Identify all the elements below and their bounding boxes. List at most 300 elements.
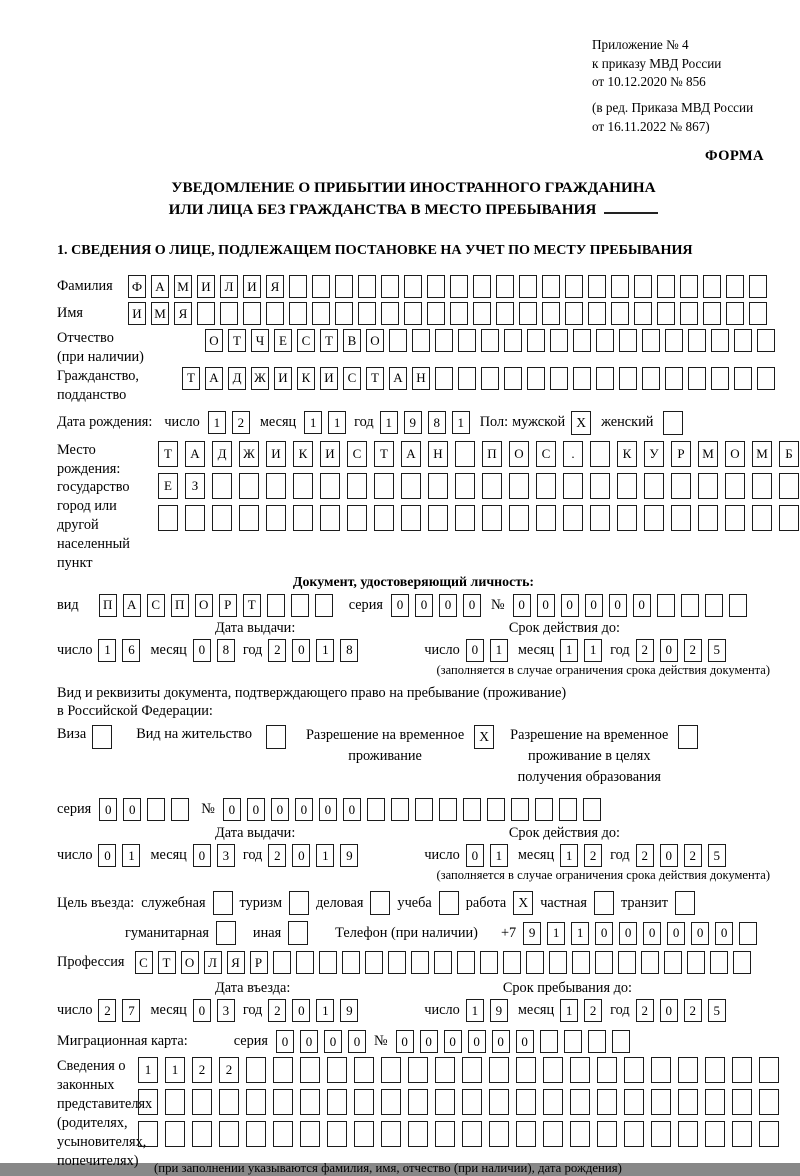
form-cell[interactable] <box>312 302 330 325</box>
form-cell[interactable] <box>273 1121 293 1147</box>
form-cell[interactable] <box>481 329 499 352</box>
form-cell[interactable] <box>657 594 675 617</box>
form-cell[interactable]: 1 <box>560 844 578 867</box>
form-cell[interactable] <box>680 302 698 325</box>
form-cell[interactable]: 0 <box>715 922 733 945</box>
form-cell[interactable] <box>457 951 475 974</box>
form-cell[interactable]: 3 <box>217 844 235 867</box>
form-cell[interactable]: Р <box>219 594 237 617</box>
form-cell[interactable] <box>678 1089 698 1115</box>
form-cell[interactable]: 2 <box>232 411 250 434</box>
form-cell[interactable]: 2 <box>584 999 602 1022</box>
form-cell[interactable]: С <box>297 329 315 352</box>
form-cell[interactable]: 1 <box>328 411 346 434</box>
form-cell[interactable]: 0 <box>439 594 457 617</box>
form-cell[interactable] <box>219 1089 239 1115</box>
form-cell[interactable] <box>496 302 514 325</box>
form-cell[interactable] <box>220 302 238 325</box>
form-cell[interactable]: 0 <box>292 844 310 867</box>
form-cell[interactable] <box>347 505 367 531</box>
form-cell[interactable]: 3 <box>217 999 235 1022</box>
form-cell[interactable] <box>289 302 307 325</box>
form-cell[interactable]: Ф <box>128 275 146 298</box>
form-cell[interactable] <box>266 505 286 531</box>
form-cell[interactable] <box>165 1089 185 1115</box>
form-cell[interactable]: 1 <box>98 639 116 662</box>
form-cell[interactable]: 2 <box>219 1057 239 1083</box>
form-cell[interactable] <box>273 1057 293 1083</box>
form-cell[interactable] <box>504 329 522 352</box>
form-cell[interactable]: 1 <box>165 1057 185 1083</box>
form-cell[interactable]: 9 <box>490 999 508 1022</box>
form-cell[interactable]: 0 <box>247 798 265 821</box>
form-cell[interactable] <box>293 505 313 531</box>
form-cell[interactable]: А <box>185 441 205 467</box>
form-cell[interactable] <box>570 1089 590 1115</box>
form-cell[interactable]: 1 <box>316 844 334 867</box>
form-cell[interactable]: 1 <box>304 411 322 434</box>
form-cell[interactable] <box>732 1089 752 1115</box>
form-cell[interactable] <box>480 951 498 974</box>
form-cell[interactable] <box>734 367 752 390</box>
form-cell[interactable] <box>327 1121 347 1147</box>
form-cell[interactable] <box>239 473 259 499</box>
form-cell[interactable] <box>624 1089 644 1115</box>
form-cell[interactable] <box>657 275 675 298</box>
form-cell[interactable] <box>434 951 452 974</box>
form-cell[interactable]: П <box>171 594 189 617</box>
form-cell[interactable]: О <box>181 951 199 974</box>
form-cell[interactable] <box>319 951 337 974</box>
form-cell[interactable] <box>596 367 614 390</box>
form-cell[interactable] <box>732 1121 752 1147</box>
form-cell[interactable] <box>536 505 556 531</box>
form-cell[interactable]: 0 <box>99 798 117 821</box>
form-cell[interactable] <box>705 594 723 617</box>
form-cell[interactable]: 1 <box>208 411 226 434</box>
form-cell[interactable] <box>273 1089 293 1115</box>
form-cell[interactable]: С <box>347 441 367 467</box>
form-cell[interactable] <box>291 594 309 617</box>
form-cell[interactable] <box>482 505 502 531</box>
form-cell[interactable] <box>565 275 583 298</box>
form-cell[interactable] <box>320 505 340 531</box>
form-cell[interactable] <box>590 473 610 499</box>
form-cell[interactable] <box>671 505 691 531</box>
form-cell[interactable] <box>759 1057 779 1083</box>
form-cell[interactable] <box>289 275 307 298</box>
form-cell[interactable] <box>590 505 610 531</box>
visa-checkbox[interactable] <box>92 725 112 749</box>
form-cell[interactable]: 2 <box>636 999 654 1022</box>
form-cell[interactable] <box>705 1121 725 1147</box>
form-cell[interactable] <box>473 275 491 298</box>
form-cell[interactable]: Е <box>158 473 178 499</box>
form-cell[interactable]: Т <box>228 329 246 352</box>
form-cell[interactable]: 0 <box>691 922 709 945</box>
form-cell[interactable] <box>644 505 664 531</box>
form-cell[interactable] <box>374 505 394 531</box>
form-cell[interactable]: 1 <box>316 999 334 1022</box>
form-cell[interactable]: Я <box>227 951 245 974</box>
form-cell[interactable]: 0 <box>292 639 310 662</box>
form-cell[interactable]: И <box>243 275 261 298</box>
form-cell[interactable]: И <box>274 367 292 390</box>
form-cell[interactable] <box>572 951 590 974</box>
form-cell[interactable] <box>462 1089 482 1115</box>
form-cell[interactable] <box>516 1121 536 1147</box>
form-cell[interactable] <box>729 594 747 617</box>
form-cell[interactable] <box>703 302 721 325</box>
form-cell[interactable] <box>651 1121 671 1147</box>
purpose-business-checkbox[interactable] <box>370 891 390 915</box>
form-cell[interactable]: Ж <box>239 441 259 467</box>
form-cell[interactable] <box>273 951 291 974</box>
form-cell[interactable] <box>678 1057 698 1083</box>
form-cell[interactable]: А <box>151 275 169 298</box>
form-cell[interactable]: 1 <box>490 639 508 662</box>
form-cell[interactable]: 1 <box>584 639 602 662</box>
form-cell[interactable]: 7 <box>122 999 140 1022</box>
form-cell[interactable]: 0 <box>516 1030 534 1053</box>
form-cell[interactable] <box>165 1121 185 1147</box>
form-cell[interactable] <box>611 275 629 298</box>
form-cell[interactable] <box>504 367 522 390</box>
form-cell[interactable] <box>408 1089 428 1115</box>
form-cell[interactable]: О <box>205 329 223 352</box>
form-cell[interactable]: М <box>174 275 192 298</box>
form-cell[interactable] <box>335 275 353 298</box>
form-cell[interactable] <box>138 1089 158 1115</box>
form-cell[interactable]: Ж <box>251 367 269 390</box>
form-cell[interactable] <box>496 275 514 298</box>
form-cell[interactable] <box>725 473 745 499</box>
form-cell[interactable] <box>705 1089 725 1115</box>
form-cell[interactable]: 2 <box>636 844 654 867</box>
form-cell[interactable]: 1 <box>316 639 334 662</box>
form-cell[interactable]: 9 <box>404 411 422 434</box>
form-cell[interactable] <box>435 1089 455 1115</box>
form-cell[interactable] <box>354 1057 374 1083</box>
form-cell[interactable]: О <box>366 329 384 352</box>
form-cell[interactable] <box>197 302 215 325</box>
form-cell[interactable]: 2 <box>192 1057 212 1083</box>
form-cell[interactable] <box>617 505 637 531</box>
form-cell[interactable]: И <box>128 302 146 325</box>
form-cell[interactable] <box>641 951 659 974</box>
form-cell[interactable] <box>570 1057 590 1083</box>
form-cell[interactable] <box>481 367 499 390</box>
form-cell[interactable] <box>642 329 660 352</box>
form-cell[interactable]: 1 <box>547 922 565 945</box>
form-cell[interactable]: 2 <box>268 844 286 867</box>
form-cell[interactable] <box>624 1057 644 1083</box>
form-cell[interactable]: А <box>401 441 421 467</box>
form-cell[interactable]: Ч <box>251 329 269 352</box>
form-cell[interactable]: А <box>389 367 407 390</box>
purpose-work-checkbox[interactable]: X <box>513 891 533 915</box>
form-cell[interactable]: 1 <box>560 999 578 1022</box>
form-cell[interactable] <box>267 594 285 617</box>
form-cell[interactable] <box>681 594 699 617</box>
form-cell[interactable]: К <box>297 367 315 390</box>
form-cell[interactable]: 5 <box>708 999 726 1022</box>
form-cell[interactable] <box>335 302 353 325</box>
form-cell[interactable]: 0 <box>492 1030 510 1053</box>
form-cell[interactable]: 1 <box>571 922 589 945</box>
form-cell[interactable]: 0 <box>643 922 661 945</box>
form-cell[interactable]: 0 <box>660 639 678 662</box>
form-cell[interactable] <box>711 367 729 390</box>
form-cell[interactable]: 0 <box>271 798 289 821</box>
form-cell[interactable] <box>516 1089 536 1115</box>
form-cell[interactable] <box>435 329 453 352</box>
form-cell[interactable]: 0 <box>319 798 337 821</box>
form-cell[interactable] <box>644 473 664 499</box>
form-cell[interactable] <box>657 302 675 325</box>
form-cell[interactable] <box>243 302 261 325</box>
form-cell[interactable] <box>509 473 529 499</box>
form-cell[interactable]: О <box>195 594 213 617</box>
form-cell[interactable] <box>759 1089 779 1115</box>
form-cell[interactable] <box>428 505 448 531</box>
form-cell[interactable] <box>597 1057 617 1083</box>
form-cell[interactable] <box>428 473 448 499</box>
form-cell[interactable]: 0 <box>609 594 627 617</box>
form-cell[interactable] <box>526 951 544 974</box>
form-cell[interactable]: К <box>293 441 313 467</box>
form-cell[interactable]: Е <box>274 329 292 352</box>
form-cell[interactable] <box>415 798 433 821</box>
form-cell[interactable]: 5 <box>708 639 726 662</box>
form-cell[interactable] <box>651 1089 671 1115</box>
form-cell[interactable] <box>588 1030 606 1053</box>
form-cell[interactable]: 1 <box>122 844 140 867</box>
form-cell[interactable]: 0 <box>193 999 211 1022</box>
form-cell[interactable] <box>542 302 560 325</box>
form-cell[interactable] <box>489 1089 509 1115</box>
form-cell[interactable] <box>450 275 468 298</box>
form-cell[interactable]: У <box>644 441 664 467</box>
form-cell[interactable]: 0 <box>292 999 310 1022</box>
form-cell[interactable]: П <box>99 594 117 617</box>
form-cell[interactable] <box>733 951 751 974</box>
form-cell[interactable] <box>381 1057 401 1083</box>
form-cell[interactable] <box>757 367 775 390</box>
form-cell[interactable] <box>570 1121 590 1147</box>
form-cell[interactable]: 2 <box>636 639 654 662</box>
form-cell[interactable] <box>619 367 637 390</box>
form-cell[interactable]: С <box>343 367 361 390</box>
form-cell[interactable]: И <box>320 441 340 467</box>
form-cell[interactable] <box>734 329 752 352</box>
form-cell[interactable] <box>711 329 729 352</box>
form-cell[interactable]: О <box>725 441 745 467</box>
form-cell[interactable]: В <box>343 329 361 352</box>
form-cell[interactable]: 0 <box>193 844 211 867</box>
form-cell[interactable] <box>171 798 189 821</box>
form-cell[interactable] <box>435 1057 455 1083</box>
form-cell[interactable]: 0 <box>585 594 603 617</box>
form-cell[interactable] <box>427 275 445 298</box>
form-cell[interactable] <box>342 951 360 974</box>
form-cell[interactable]: . <box>563 441 583 467</box>
form-cell[interactable] <box>138 1121 158 1147</box>
form-cell[interactable] <box>726 275 744 298</box>
form-cell[interactable] <box>462 1057 482 1083</box>
form-cell[interactable]: М <box>698 441 718 467</box>
form-cell[interactable] <box>300 1121 320 1147</box>
form-cell[interactable] <box>358 302 376 325</box>
form-cell[interactable] <box>487 798 505 821</box>
form-cell[interactable]: 2 <box>684 999 702 1022</box>
form-cell[interactable] <box>489 1057 509 1083</box>
form-cell[interactable] <box>412 329 430 352</box>
purpose-other-checkbox[interactable] <box>288 921 308 945</box>
form-cell[interactable] <box>327 1057 347 1083</box>
form-cell[interactable]: Р <box>671 441 691 467</box>
form-cell[interactable]: 0 <box>348 1030 366 1053</box>
form-cell[interactable] <box>439 798 457 821</box>
form-cell[interactable]: З <box>185 473 205 499</box>
form-cell[interactable] <box>489 1121 509 1147</box>
form-cell[interactable]: 0 <box>343 798 361 821</box>
form-cell[interactable]: 2 <box>684 844 702 867</box>
form-cell[interactable]: 0 <box>660 999 678 1022</box>
form-cell[interactable] <box>752 505 772 531</box>
form-cell[interactable]: 1 <box>452 411 470 434</box>
form-cell[interactable]: Д <box>228 367 246 390</box>
form-cell[interactable] <box>293 473 313 499</box>
form-cell[interactable] <box>759 1121 779 1147</box>
form-cell[interactable] <box>535 798 553 821</box>
form-cell[interactable]: 1 <box>138 1057 158 1083</box>
form-cell[interactable] <box>527 367 545 390</box>
form-cell[interactable] <box>455 505 475 531</box>
form-cell[interactable] <box>509 505 529 531</box>
form-cell[interactable]: 0 <box>595 922 613 945</box>
form-cell[interactable] <box>725 505 745 531</box>
form-cell[interactable]: 1 <box>466 999 484 1022</box>
form-cell[interactable] <box>543 1057 563 1083</box>
form-cell[interactable]: Т <box>320 329 338 352</box>
form-cell[interactable]: С <box>536 441 556 467</box>
form-cell[interactable] <box>503 951 521 974</box>
form-cell[interactable] <box>596 329 614 352</box>
form-cell[interactable]: Д <box>212 441 232 467</box>
form-cell[interactable] <box>665 367 683 390</box>
form-cell[interactable]: 2 <box>98 999 116 1022</box>
form-cell[interactable]: 1 <box>490 844 508 867</box>
form-cell[interactable] <box>536 473 556 499</box>
form-cell[interactable] <box>619 329 637 352</box>
form-cell[interactable]: С <box>147 594 165 617</box>
form-cell[interactable] <box>726 302 744 325</box>
form-cell[interactable] <box>688 367 706 390</box>
form-cell[interactable] <box>404 302 422 325</box>
form-cell[interactable] <box>435 1121 455 1147</box>
form-cell[interactable] <box>687 951 705 974</box>
form-cell[interactable] <box>519 302 537 325</box>
form-cell[interactable]: 9 <box>340 844 358 867</box>
form-cell[interactable]: Т <box>158 441 178 467</box>
form-cell[interactable] <box>664 951 682 974</box>
form-cell[interactable] <box>617 473 637 499</box>
form-cell[interactable] <box>212 505 232 531</box>
form-cell[interactable] <box>315 594 333 617</box>
form-cell[interactable]: 0 <box>123 798 141 821</box>
form-cell[interactable]: 0 <box>324 1030 342 1053</box>
form-cell[interactable] <box>590 441 610 467</box>
permit-checkbox[interactable] <box>266 725 286 749</box>
form-cell[interactable] <box>482 473 502 499</box>
form-cell[interactable]: 0 <box>295 798 313 821</box>
form-cell[interactable]: Я <box>174 302 192 325</box>
form-cell[interactable] <box>583 798 601 821</box>
form-cell[interactable] <box>678 1121 698 1147</box>
form-cell[interactable] <box>408 1121 428 1147</box>
form-cell[interactable] <box>158 505 178 531</box>
form-cell[interactable]: Л <box>220 275 238 298</box>
form-cell[interactable]: Н <box>428 441 448 467</box>
form-cell[interactable] <box>354 1089 374 1115</box>
form-cell[interactable]: М <box>151 302 169 325</box>
form-cell[interactable] <box>511 798 529 821</box>
form-cell[interactable]: Н <box>412 367 430 390</box>
form-cell[interactable] <box>698 505 718 531</box>
purpose-transit-checkbox[interactable] <box>675 891 695 915</box>
form-cell[interactable]: Л <box>204 951 222 974</box>
form-cell[interactable] <box>543 1089 563 1115</box>
form-cell[interactable] <box>543 1121 563 1147</box>
form-cell[interactable] <box>381 275 399 298</box>
form-cell[interactable] <box>266 302 284 325</box>
form-cell[interactable] <box>435 367 453 390</box>
form-cell[interactable] <box>540 1030 558 1053</box>
form-cell[interactable] <box>463 798 481 821</box>
form-cell[interactable] <box>595 951 613 974</box>
form-cell[interactable]: 8 <box>428 411 446 434</box>
form-cell[interactable] <box>597 1121 617 1147</box>
form-cell[interactable]: 1 <box>380 411 398 434</box>
form-cell[interactable]: 0 <box>513 594 531 617</box>
form-cell[interactable]: 2 <box>684 639 702 662</box>
purpose-official-checkbox[interactable] <box>213 891 233 915</box>
form-cell[interactable] <box>612 1030 630 1053</box>
form-cell[interactable] <box>550 367 568 390</box>
form-cell[interactable] <box>358 275 376 298</box>
form-cell[interactable] <box>688 329 706 352</box>
form-cell[interactable] <box>354 1121 374 1147</box>
form-cell[interactable] <box>455 473 475 499</box>
form-cell[interactable] <box>665 329 683 352</box>
form-cell[interactable]: 0 <box>468 1030 486 1053</box>
form-cell[interactable]: Т <box>366 367 384 390</box>
form-cell[interactable]: 0 <box>276 1030 294 1053</box>
form-cell[interactable] <box>246 1121 266 1147</box>
form-cell[interactable]: Т <box>158 951 176 974</box>
form-cell[interactable] <box>611 302 629 325</box>
purpose-study-checkbox[interactable] <box>439 891 459 915</box>
form-cell[interactable] <box>401 473 421 499</box>
form-cell[interactable] <box>573 329 591 352</box>
form-cell[interactable]: М <box>752 441 772 467</box>
form-cell[interactable] <box>327 1089 347 1115</box>
form-cell[interactable] <box>458 329 476 352</box>
form-cell[interactable]: 0 <box>660 844 678 867</box>
form-cell[interactable]: 0 <box>300 1030 318 1053</box>
form-cell[interactable] <box>779 473 799 499</box>
